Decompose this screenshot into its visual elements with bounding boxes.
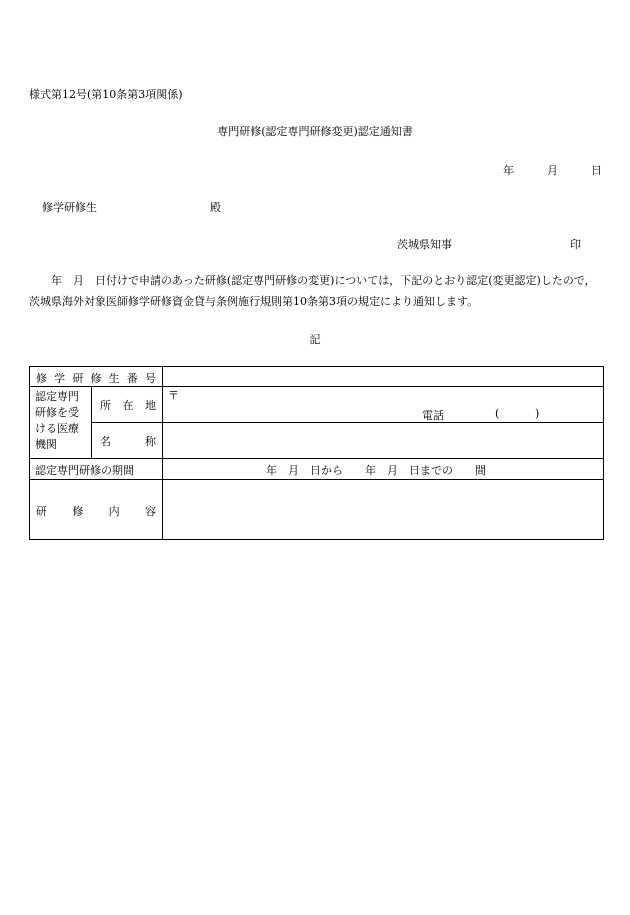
addressee-honorific: 殿 <box>210 201 221 214</box>
addressee <box>42 199 221 215</box>
phone-paren-close: ) <box>535 407 540 420</box>
student-number-label: 修 学 研 修 生 番 号 <box>36 372 156 385</box>
issuer <box>397 236 581 252</box>
document-title: 専門研修(認定専門研修変更)認定通知書 <box>217 125 413 138</box>
content-label: 研 修 内 容 <box>36 505 156 518</box>
name-label: 名 称 <box>100 435 156 448</box>
period-text: 年 月 日から 年 月 日までの 間 <box>266 464 486 477</box>
period-label: 認定専門研修の期間 <box>35 464 134 477</box>
details-table <box>29 366 604 540</box>
postal-mark: 〒 <box>168 389 179 402</box>
institution-label: 認定専門 研修を受 ける医療 機関 <box>35 390 79 451</box>
date-month-label: 月 <box>547 164 558 177</box>
phone-label: 電話 <box>422 409 444 422</box>
date-line <box>503 162 602 178</box>
ki-heading: 記 <box>309 333 321 346</box>
content-value[interactable] <box>164 481 602 538</box>
location-label: 所 在 地 <box>100 399 156 412</box>
date-year-label: 年 <box>503 164 514 177</box>
name-value[interactable] <box>164 424 602 457</box>
issuer-name: 茨城県知事 <box>397 238 452 251</box>
phone-paren-open: ( <box>495 407 500 420</box>
student-number-value[interactable] <box>164 368 602 385</box>
date-day-label: 日 <box>591 164 602 177</box>
addressee-label: 修学研修生 <box>42 201 97 214</box>
form-number: 様式第12号(第10条第3項関係) <box>29 88 183 101</box>
notice-body: 年 月 日付けで申請のあった研修(認定専門研修の変更)については，下記のとおり認定(変更認定)したので，茨城県海外対象医師修学研修資金貸与条例施行規則第10条第3項の規定により通知します。 <box>29 274 596 308</box>
issuer-seal: 印 <box>570 238 581 251</box>
